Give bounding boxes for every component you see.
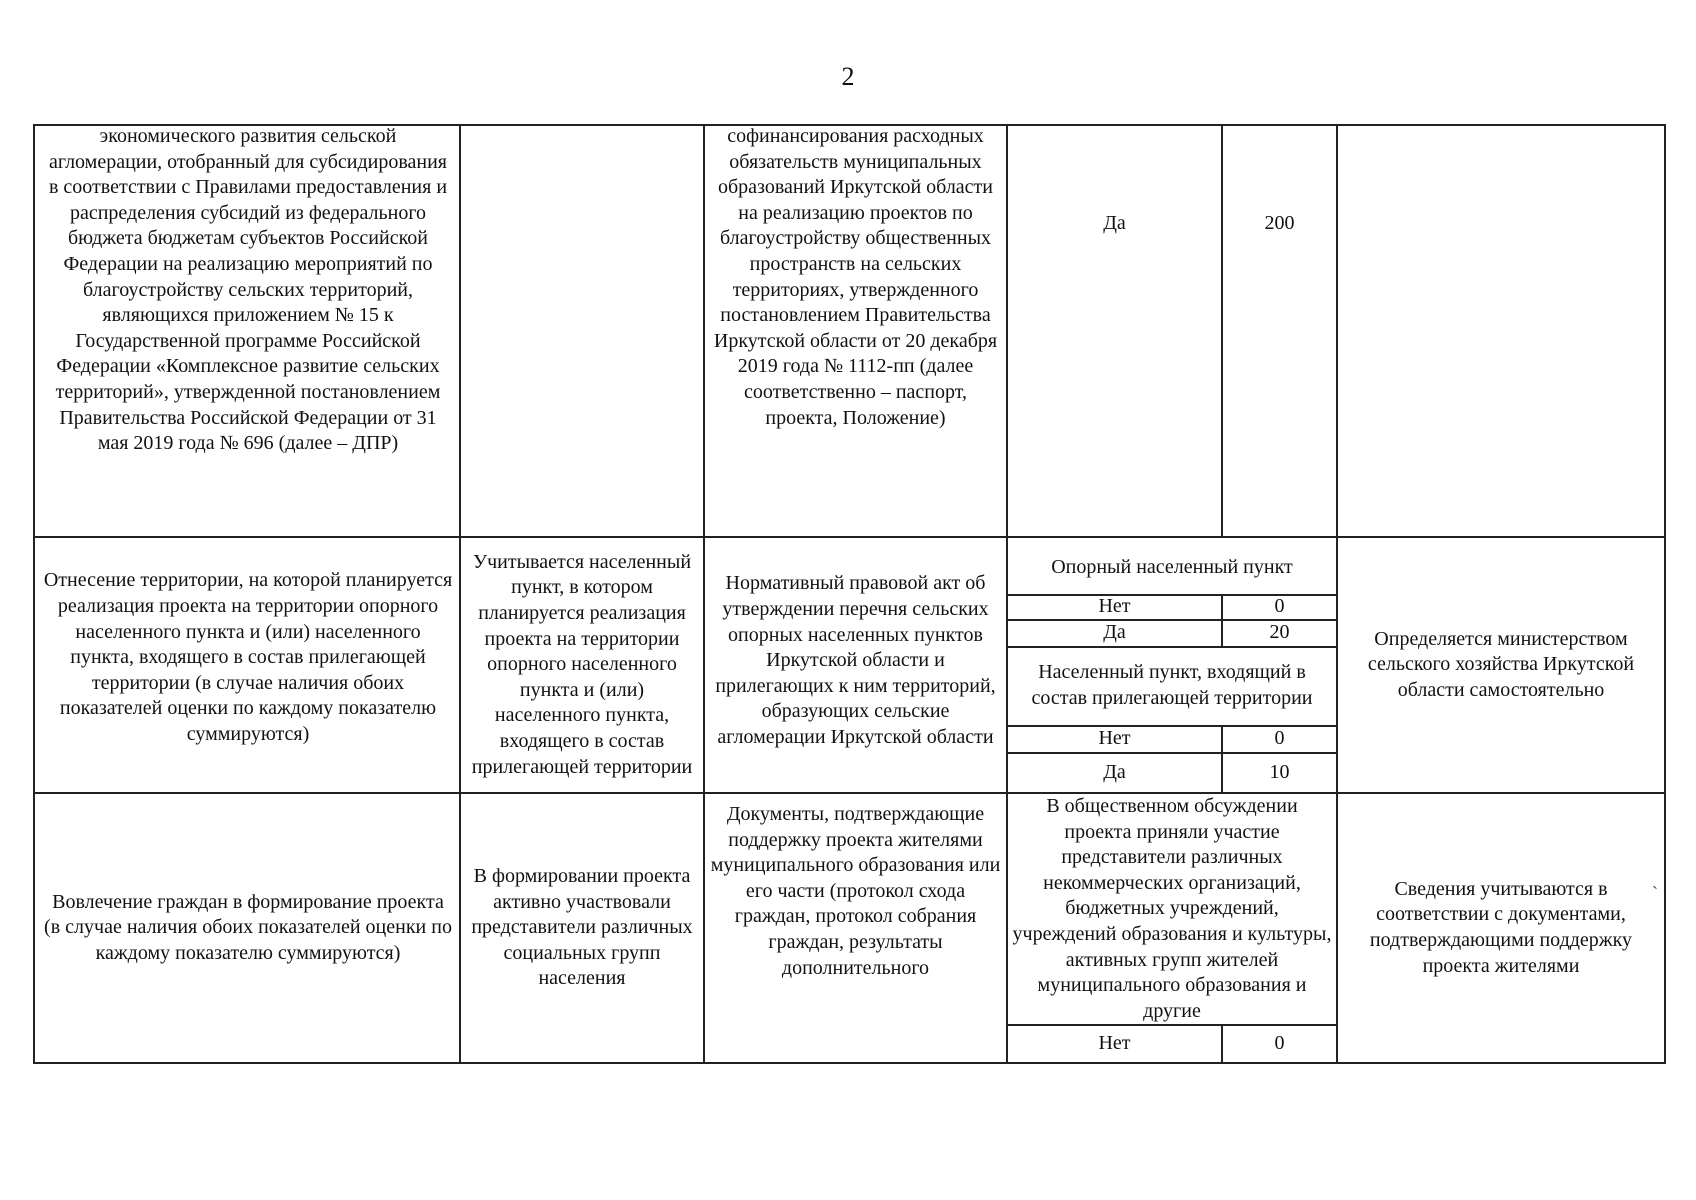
row3-no: Нет (1098, 1031, 1131, 1054)
row3-documents: Документы, подтверждающие поддержку проекта жителями муниципального образования или его части (протокол схода граждан, протокол собрания граждан, результаты дополнительного (710, 803, 1001, 979)
row2-consideration: Учитывается населенный пункт, в котором планируется реализация проекта на территории опорного населенного пункта и (или) населенного пункта, входящего в состав прилегающей территории (471, 550, 693, 778)
group1-no: Нет (1098, 595, 1131, 618)
row2-criterion: Отнесение территории, на которой планируется реализация проекта на территории опорного населенного пункта и (или) населенного пункта, входящего в состав прилегающей территории (в случае наличия обоих показателей оценки по каждому показателю суммируются) (43, 569, 453, 745)
row3-note: Сведения учитываются в соответствии с документами, подтверждающими поддержку проекта жителями (1369, 877, 1633, 977)
row2-note: Определяется министерством сельского хозяйства Иркутской области самостоятельно (1367, 627, 1635, 701)
row3-criterion: Вовлечение граждан в формирование проекта (в случае наличия обоих показателей оценки по каждому показателю суммируются) (44, 890, 452, 964)
group1-yes: Да (1103, 621, 1126, 644)
group2-title: Населенный пункт, входящий в состав прилегающей территории (1031, 661, 1313, 709)
row3-value-text: В общественном обсуждении проекта приняли участие представители различных некоммерческих организаций, бюджетных учреждений, учреждений образования и культуры, активных групп жителей муниципального образования и другие (1012, 795, 1332, 1022)
group2-no: Нет (1098, 727, 1131, 750)
row1-criterion: экономического развития сельской агломерации, отобранный для субсидирования в соответствии с Правилами предоставления и распределения субсидий из федерального бюджета бюджетам субъектов Российской Федерации на реализацию мероприятий по благоустройству сельских территорий, являющихся приложением № 15 к Государственной программе Российской Федерации «Комплексное развитие сельских территорий», утвержденной постановлением Правительства Российской Федерации от 31 мая 2019 года № 696 (далее – ДПР) (48, 125, 448, 455)
scan-mark: ` (1652, 883, 1658, 903)
row3-no-score: 0 (1274, 1031, 1285, 1054)
group2-no-score: 0 (1274, 727, 1285, 750)
row1-score: 200 (1264, 212, 1295, 235)
group1-yes-score: 20 (1269, 621, 1290, 644)
row1-note (1338, 124, 1664, 536)
table-border-left (33, 124, 35, 1063)
table-border-right (1664, 124, 1666, 1063)
table-border-bottom (33, 1062, 1666, 1064)
row1-value: Да (1103, 212, 1126, 235)
row2-documents: Нормативный правовой акт об утверждении перечня сельских опорных населенных пунктов Иркутской области и прилегающих к ним территорий, образующих сельские агломерации Иркутской области (715, 572, 996, 748)
group1-no-score: 0 (1274, 595, 1285, 618)
row1-documents: софинансирования расходных обязательств муниципальных образований Иркутской области на реализацию проектов по благоустройству общественных пространств на сельских территориях, утвержденного постановлением Правительства Иркутской области от 20 декабря 2019 года № 1112-пп (далее соответственно – паспорт, проекта, Положение) (713, 125, 998, 429)
criteria-table (33, 124, 1666, 1063)
group1-title: Опорный населенный пункт (1051, 556, 1293, 579)
page-number: 2 (841, 62, 855, 91)
row3-consideration: В формировании проекта активно участвовали представители различных социальных групп населения (471, 865, 693, 990)
row1-consideration (461, 124, 703, 536)
group2-yes: Да (1103, 761, 1126, 784)
group2-yes-score: 10 (1269, 761, 1290, 784)
